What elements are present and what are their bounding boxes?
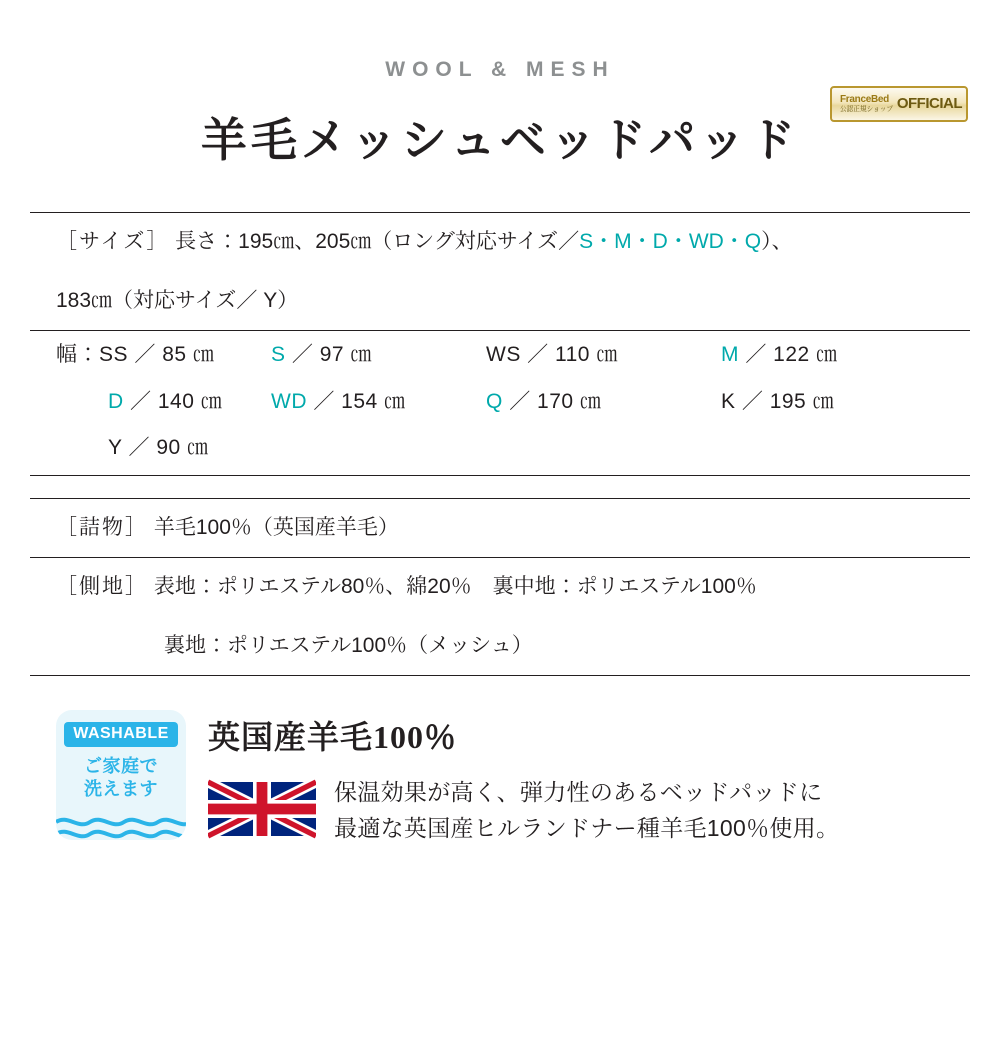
spec-row-widths (30, 331, 970, 476)
eyebrow-text: WOOL & MESH (385, 58, 615, 81)
spec-row-size-line2 (30, 272, 970, 332)
wool-description (316, 774, 839, 846)
width-name-d: D (108, 389, 124, 413)
width-cell-k (721, 386, 936, 419)
badge-brand-block (836, 94, 897, 114)
wave-icon (56, 814, 186, 840)
wool-description-line1: 保温効果が高く、弾力性のあるベッドパッドに (334, 779, 823, 806)
width-grid (56, 339, 962, 465)
fabric-label: ［側地］ (56, 575, 148, 599)
size-length-text-2: 183㎝（対応サイズ／ Y） (56, 288, 299, 312)
width-cell-s (271, 339, 486, 372)
width-name-ws: WS (486, 343, 521, 367)
spec-row-fabric-back (30, 617, 970, 677)
width-cell-wd (271, 386, 486, 419)
width-value-k: ／ 195 ㎝ (741, 389, 835, 413)
width-cell-y (56, 432, 271, 465)
width-cell-q (486, 386, 721, 419)
width-name-s: S (271, 343, 286, 367)
spec-row-filling (30, 499, 970, 559)
wool-info-block (186, 710, 970, 846)
size-length-codes: S・M・D・WD・Q (579, 230, 762, 253)
width-prefix-label: 幅： (56, 343, 99, 367)
width-name-y: Y (108, 436, 123, 460)
width-value-d: ／ 140 ㎝ (130, 389, 223, 413)
width-cell-m (721, 339, 936, 372)
washable-tag-label: WASHABLE (64, 722, 178, 747)
official-shop-badge (830, 86, 968, 122)
badge-sub-label: 公認正規ショップ (840, 106, 894, 113)
wool-headline: 英国産羊毛100％ (208, 719, 458, 756)
fabric-value: 表地：ポリエステル80％、綿20％ 裏中地：ポリエステル100％ (153, 575, 757, 599)
width-value-m: ／ 122 ㎝ (745, 343, 838, 367)
width-value-ss: ／ 85 ㎝ (134, 343, 215, 367)
wool-description-line2: 最適な英国産ヒルランドナー種羊毛100％使用。 (334, 815, 840, 842)
spec-row-fabric (30, 558, 970, 617)
page-title: 羊毛メッシュベッドパッド (200, 113, 800, 167)
size-length-end: ）、 (761, 230, 793, 253)
badge-brand-name: FranceBed (840, 94, 889, 105)
spec-row-size-line1 (30, 213, 970, 272)
washable-description (84, 755, 158, 801)
width-name-wd: WD (271, 389, 307, 413)
width-value-q: ／ 170 ㎝ (509, 389, 602, 413)
width-name-q: Q (486, 389, 503, 413)
fabric-value-back: 裏地：ポリエステル100％（メッシュ） (164, 633, 533, 657)
width-name-k: K (721, 389, 736, 413)
flag-description-row (208, 774, 970, 846)
width-value-ws: ／ 110 ㎝ (527, 343, 618, 367)
size-label: ［サイズ］ (56, 230, 170, 253)
width-value-wd: ／ 154 ㎝ (313, 389, 406, 413)
filling-label: ［詰物］ (56, 515, 148, 539)
size-length-text: 長さ：195㎝、205㎝（ロング対応サイズ／ (175, 230, 580, 253)
badge-official-label: OFFICIAL (896, 95, 962, 112)
spec-table (30, 212, 970, 676)
width-value-y: ／ 90 ㎝ (128, 436, 209, 460)
washable-line2: 洗えます (84, 779, 158, 800)
width-cell-d (56, 386, 271, 419)
width-name-m: M (721, 343, 739, 367)
washable-icon (56, 710, 186, 840)
bottom-section (30, 710, 970, 846)
spec-spacer-row (30, 476, 970, 499)
width-name-ss: SS (99, 343, 129, 367)
width-value-s: ／ 97 ㎝ (291, 343, 372, 367)
width-cell-ws (486, 339, 721, 372)
filling-value: 羊毛100％（英国産羊毛） (153, 515, 399, 539)
union-jack-icon (208, 778, 316, 840)
washable-line1: ご家庭で (84, 756, 158, 777)
width-cell-ss (56, 339, 271, 372)
product-spec-page (0, 58, 1000, 1058)
